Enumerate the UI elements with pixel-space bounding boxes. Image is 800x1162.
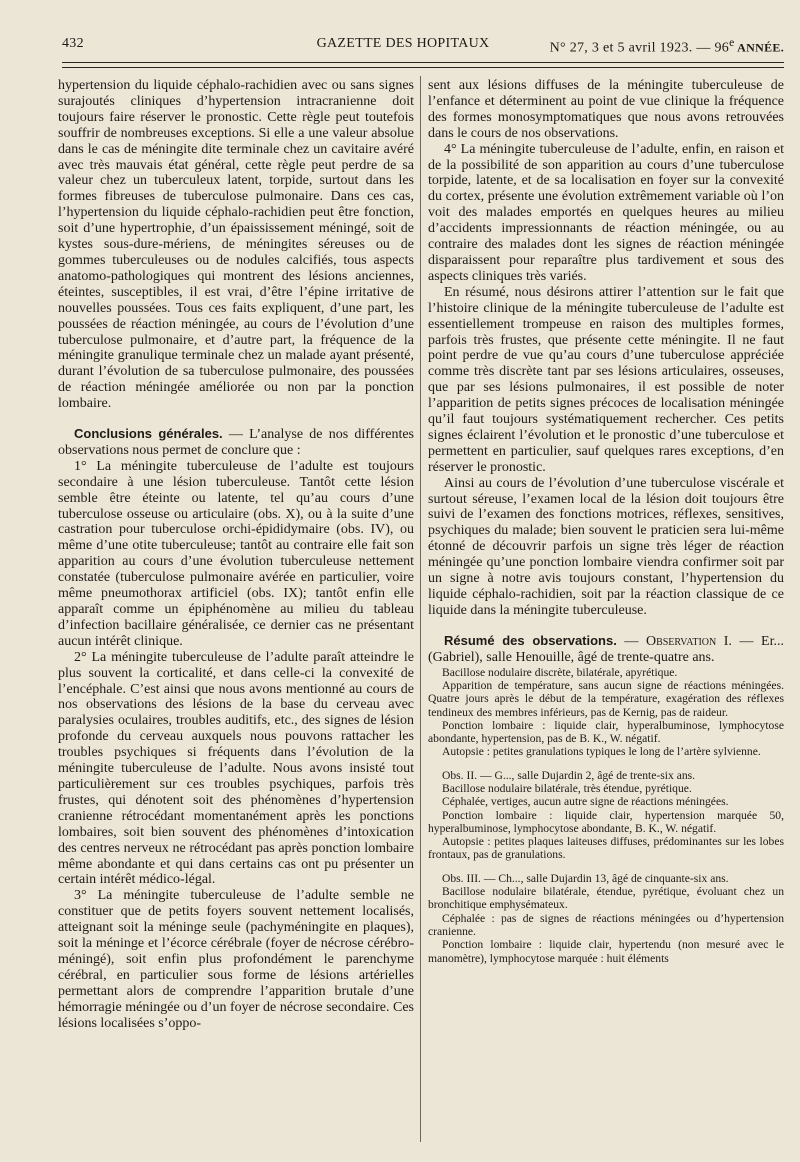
header-rule-bottom [62, 67, 784, 68]
obs2-line-3: Ponction lombaire : liquide clair, hypertension marquée 50, hyperalbuminose, lymphocytose abondante, B. K., W. négatif. [428, 808, 784, 835]
issue-date: N° 27, 3 et 5 avril 1923. — 96 [549, 40, 730, 56]
running-header [62, 36, 784, 58]
resume-heading: Résumé des observations. [444, 632, 617, 648]
issue-info [550, 36, 784, 57]
obs2-line-1: Bacillose nodulaire bilatérale, très étendue, pyrétique. [442, 782, 692, 795]
conclusions-heading: Conclusions générales. [74, 426, 223, 442]
final-paragraph: Ainsi au cours de l’évolution d’une tuberculose viscérale et surtout séreuse, l’examen local de la lésion doit toujours être suivi de l’examen des fonctions motrices, réflexes, sensitives, psychiques du malade; bien souvent le praticien sera lui-même étonné de découvrir parfois un signe très léger de réaction méningée qu’une ponction lombaire viendra confirmer soit par un signe à notre avis toujours constant, l’hypertension du liquide céphalo-rachidien, soit par la réaction classique de ce liquide dans la méningite tuberculeuse. [428, 475, 784, 618]
obs1-line-3: Ponction lombaire : liquide clair, hyperalbuminose, lymphocytose abondante, hypertension, pas de B. K., W. négatif. [428, 718, 784, 746]
journal-title: GAZETTE DES HOPITAUX [316, 36, 490, 51]
right-column [428, 78, 784, 965]
resume-paragraph [428, 633, 784, 666]
page-number: 432 [62, 36, 84, 51]
obs2-line-2: Céphalée, vertiges, aucun autre signe de réactions méningées. [442, 795, 729, 809]
obs3-intro: Obs. III. — Ch..., salle Dujardin 13, âgé de cinquante-six ans. [442, 871, 729, 885]
summary-paragraph: En résumé, nous désirons attirer l’attention sur le fait que l’histoire clinique de la méningite tuberculeuse de l’adulte est essentiellement trompeuse en raison des multiples formes, parfois très frustes, que présente cette méningite. Il ne faut point perdre de vue qu’au cours d’une tuberculose appréciée comme très discrète tant par ses lésions articulaires, osseuses, que par ses lésions pulmonaires, il est possible de noter l’apparition de petits signes précoces de localisation méningée qu’il faut toujours systématiquement rechercher. Ces petits signes éclairent l’évolution et le pronostic d’une tuberculose et permettent en particulier, sauf quelques rares exceptions, d’en réserver le pronostic. [428, 284, 784, 475]
obs2-intro: Obs. II. — G..., salle Dujardin 2, âgé de trente-six ans. [442, 768, 696, 782]
conclusion-4: 4° La méningite tuberculeuse de l’adulte, enfin, en raison et de la possibilité de son apparition au cours d’une tuberculose torpide, latente, et de sa localisation en foyer sur la convexité du cortex, présente une évolution extrêmement variable où l’on voit des malades emportés en quelques heures au milieu d’accidents impressionnants de réaction méningée, ou au contraire des malades dont les signes de réaction méningée disparaissent pour reparaître plus tardivement et sous des aspects cliniques très variés. [428, 141, 784, 284]
obs2-line-4: Autopsie : petites plaques laiteuses diffuses, prédominantes sur les lobes frontaux, pas de granulations. [428, 835, 784, 862]
obs3-line-1: Bacillose nodulaire bilatérale, étendue, pyrétique, évoluant chez un bronchitique emphysémateux. [428, 885, 784, 912]
left-column [58, 78, 414, 1031]
obs1-label: Observation I. [645, 633, 732, 649]
obs1-line-2: Apparition de température, sans aucun signe de réactions méningées. Quatre jours après le début de la température, exagération des réflexes tendineux des membres inférieurs, pas de Kernig, pas de raideur. [428, 678, 784, 719]
obs1-intro: — Er... (Gabriel), salle Henouille, âgé de trente-quatre ans. [428, 633, 784, 665]
issue-sup: e [729, 36, 735, 49]
conclusions-paragraph [58, 426, 414, 459]
observations-block [428, 666, 784, 965]
resume-dash: — [616, 633, 646, 649]
right-paragraph-1: sent aux lésions diffuses de la méningite tuberculeuse de l’enfance et déterminent au point de vue clinique la fréquence des formes monosymptomatiques que nous avons retrouvées dans le cours de nos observations. [428, 78, 784, 141]
obs1-line-1: Bacillose nodulaire discrète, bilatérale, apyrétique. [442, 665, 678, 679]
issue-year-label: ANNÉE. [734, 40, 784, 55]
obs1-line-4: Autopsie : petites granulations typiques le long de l’artère sylvienne. [442, 745, 761, 759]
header-rule-top [62, 62, 784, 63]
column-divider [420, 76, 421, 1142]
left-paragraph-1: hypertension du liquide céphalo-rachidien avec ou sans signes surajoutés cliniques d’hypertension intracranienne doit toujours faire réserver le pronostic. Cette règle peut toutefois souffrir de nombreuses exceptions. Si elle a une valeur absolue dans le cas de méningite dite terminale chez un cavitaire avéré avec très mauvais état général, cette règle peut perdre de sa valeur chez un tuberculeux latent, torpide, surtout dans les formes fibreuses de tuberculose pulmonaire. Dans ces cas, l’hypertension du liquide céphalo-rachidien peut être fonction, soit d’une hypertrophie, d’un épaississement méningé, soit de kystes sous-dure-mériens, de méningites séreuses ou de gommes tuberculeuses ou de nodules calcifiés, tous aspects anatomo-pathologiques qui montrent des lésions anciennes, éteintes, susceptibles, il est vrai, d’être l’épine irritative de nouvelles poussées. Tous ces faits expliquent, d’une part, les poussées de réaction méningée, au cours de l’évolution d’une tuberculose pulmonaire, et d’autre part, la fréquence de la méningite granulique terminale chez un malade ayant présenté, durant l’évolution de sa tuberculose pulmonaire, des poussées de réaction méningée améliorée ou non par la ponction lombaire. [58, 78, 414, 412]
conclusion-3: 3° La méningite tuberculeuse de l’adulte semble ne constituer que de petits foyers souvent nettement localisés, atteignant soit la méninge seule (pachyméningite en plaques), soit la méninge et l’écorce cérébrale (foyer de nécrose cérébro-méningé), soit enfin plus profondément le parenchyme cérébral, en particulier sous forme de lésions artérielles permettant alors de comprendre l’apparition brutale d’une hémorragie méningée ou d’un foyer de nécrose secondaire. Ces lésions localisées s’oppo- [58, 888, 414, 1031]
conclusion-2: 2° La méningite tuberculeuse de l’adulte paraît atteindre le plus souvent la corticalité, et dans celle-ci la convexité de l’encéphale. C’est ainsi que nous avons mentionné au cours de nos observations des lésions de la base du cerveau avec paralysies oculaires, troubles auditifs, etc., des signes de lésion profonde du cerveau auxquels nous pouvons rattacher les troubles psychiques si fréquents dans l’évolution de la méningite tuberculeuse de l’adulte. Nous avons insisté tout particulièrement sur ces troubles psychiques, parfois très frustes, qui dénotent soit des phénomènes d’hypertension cranienne rétrocédant momentanément après les ponctions lombaires, soit bien souvent des phénomènes d’intoxication des centres nerveux ne rétrocédant pas après ponction lombaire même abondante et qui dans certains cas ont pu présenter un certain intérêt médico-légal. [58, 649, 414, 888]
obs3-line-2: Céphalée : pas de signes de réactions méningées ou d’hypertension cranienne. [428, 911, 784, 938]
conclusion-1: 1° La méningite tuberculeuse de l’adulte est toujours secondaire à une lésion tuberculeuse. Tantôt cette lésion semble être éteinte ou latente, tel qu’au cours d’une tuberculose osseuse ou articulaire (obs. X), ou à la suite d’une castration pour tuberculose orchi-épididymaire (obs. IV), ou même d’une otite tuberculeuse; tantôt au contraire elle fait son apparition au cours d’une évolution tuberculeuse nettement constatée (tuberculose pulmonaire avérée en particulier, voire même pneumothorax artificiel (obs. IX); tantôt enfin elle apparaît comme un épiphénomène au milieu du tableau d’infection bacillaire généralisée, ce dernier cas ne présentant aucun intérêt clinique. [58, 458, 414, 649]
conclusions-intro: — L’analyse de nos différentes observations nous permet de conclure que : [58, 427, 414, 458]
obs3-line-3: Ponction lombaire : liquide clair, hypertendu (non mesuré avec le manomètre), lymphocytose marquée : huit éléments [428, 938, 784, 965]
